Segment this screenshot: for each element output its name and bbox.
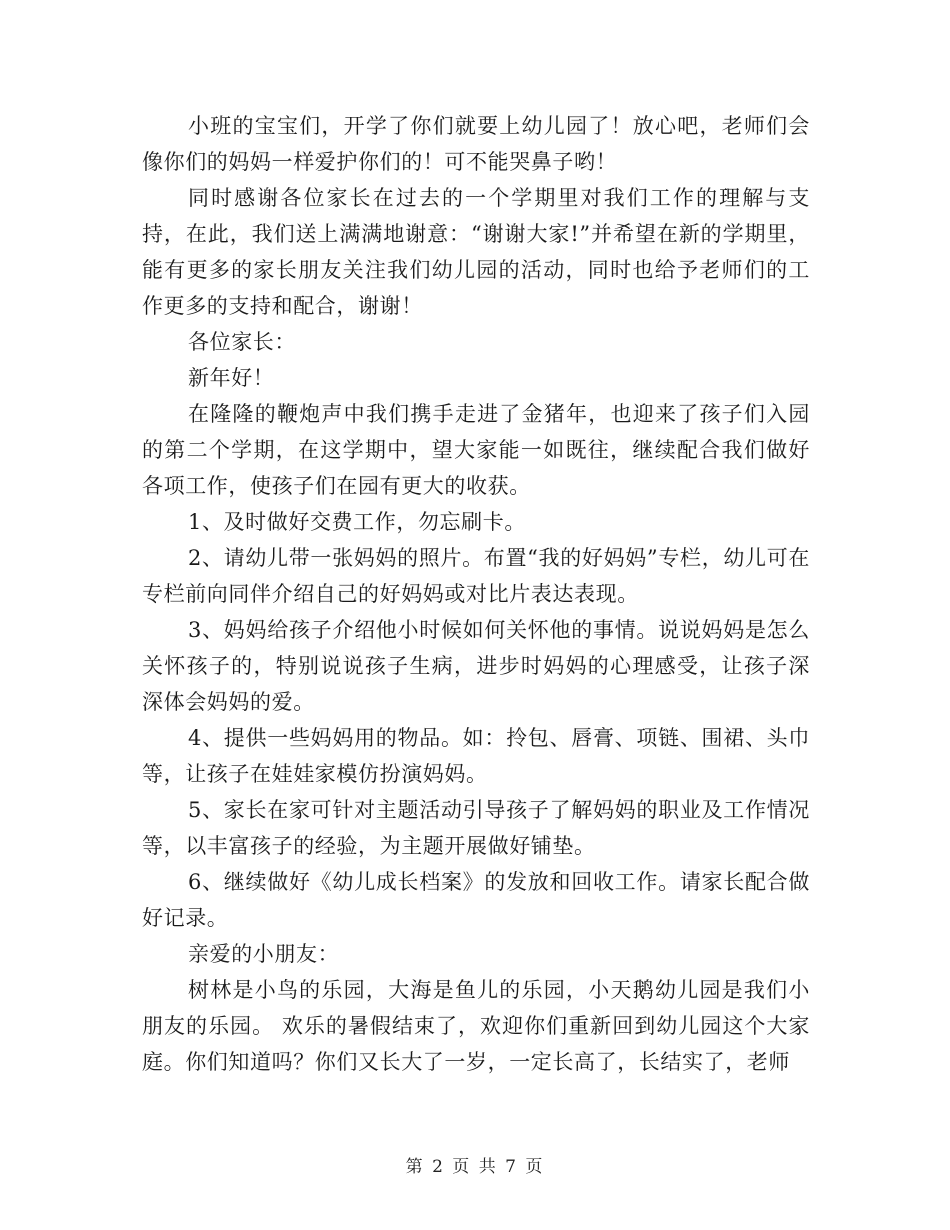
new-year-greeting: 新年好！: [188, 366, 275, 390]
greeting-parents: 各位家长：: [188, 330, 296, 354]
paragraph-1: 小班的宝宝们，开学了你们就要上幼儿园了！放心吧，老师们会像你们的妈妈一样爱护你们的！可不能哭鼻子哟！: [142, 114, 810, 174]
greeting-children: 亲爱的小朋友：: [188, 942, 340, 966]
list-item-4: 4、提供一些妈妈用的物品。如：拎包、唇膏、项链、围裙、头巾等，让孩子在娃娃家模仿扮演妈妈。: [142, 726, 810, 786]
paragraph-children: 树林是小鸟的乐园，大海是鱼儿的乐园，小天鹅幼儿园是我们小朋友的乐园。 欢乐的暑假结束了，欢迎你们重新回到幼儿园这个大家庭。你们知道吗？你们又长大了一岁，一定长高了，长结实了，老师: [142, 978, 810, 1074]
list-item-3: 3、妈妈给孩子介绍他小时候如何关怀他的事情。说说妈妈是怎么关怀孩子的，特别说说孩子生病，进步时妈妈的心理感受，让孩子深深体会妈妈的爱。: [142, 618, 810, 714]
list-item-1: 1、及时做好交费工作，勿忘刷卡。: [188, 510, 526, 534]
list-item-5: 5、家长在家可针对主题活动引导孩子了解妈妈的职业及工作情况等，以丰富孩子的经验，为主题开展做好铺垫。: [142, 798, 810, 858]
page-number-footer: 第 2 页 共 7 页: [405, 1157, 545, 1177]
paragraph-2: 同时感谢各位家长在过去的一个学期里对我们工作的理解与支持，在此，我们送上满满地谢意：“谢谢大家!”并希望在新的学期里，能有更多的家长朋友关注我们幼儿园的活动，同时也给予老师们的工作更多的支持和配合，谢谢！: [142, 186, 810, 318]
paragraph-intro: 在隆隆的鞭炮声中我们携手走进了金猪年，也迎来了孩子们入园的第二个学期，在这学期中，望大家能一如既往，继续配合我们做好各项工作，使孩子们在园有更大的收获。: [142, 402, 810, 498]
list-item-6: 6、继续做好《幼儿成长档案》的发放和回收工作。请家长配合做好记录。: [142, 870, 810, 930]
document-body: [142, 108, 810, 1080]
list-item-2: 2、请幼儿带一张妈妈的照片。布置“我的好妈妈”专栏，幼儿可在专栏前向同伴介绍自己的好妈妈或对比片表达表现。: [142, 546, 810, 606]
